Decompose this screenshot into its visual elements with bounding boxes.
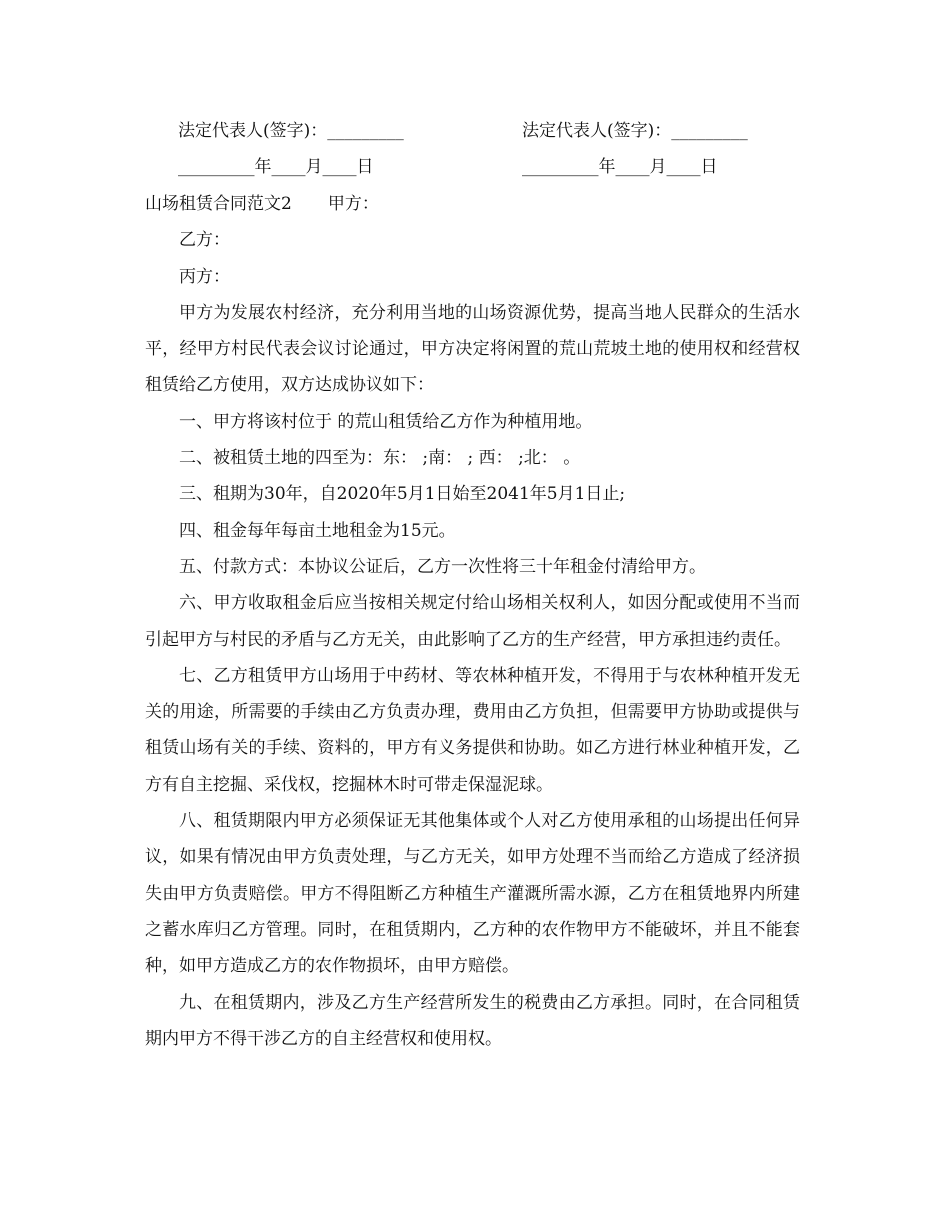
clause-7: 七、乙方租赁甲方山场用于中药材、等农林种植开发，不得用于与农林种植开发无关的用途，所需要的手续由乙方负责办理，费用由乙方负担，但需要甲方协助或提供与租赁山场有关的手续、资料的，甲方有义务提供和协助。如乙方进行林业种植开发，乙方有自主挖掘、采伐权，挖掘林木时可带走保湿泥球。 — [145, 665, 800, 795]
party-b-sign-date: _________年____月____日 — [522, 157, 718, 177]
preamble-paragraph: 甲方为发展农村经济，充分利用当地的山场资源优势，提高当地人民群众的生活水平，经甲方村民代表会议讨论通过，甲方决定将闲置的荒山荒坡土地的使用权和经营权租赁给乙方使用，双方达成协议如下： — [145, 302, 800, 396]
contract-title: 山场租赁合同范文2 — [145, 194, 292, 214]
clause-9: 九、在租赁期内，涉及乙方生产经营所发生的税费由乙方承担。同时，在合同租赁期内甲方不得干涉乙方的自主经营权和使用权。 — [145, 992, 800, 1049]
clause-8: 八、租赁期限内甲方必须保证无其他集体或个人对乙方使用承租的山场提出任何异议，如果有情况由甲方负责处理，与乙方无关，如甲方处理不当而给乙方造成了经济损失由甲方负责赔偿。甲方不得阻断乙方种植生产灌溉所需水源，乙方在租赁地界内所建之蓄水库归乙方管理。同时，在租赁期内，乙方种的农作物甲方不能破坏，并且不能套种，如甲方造成乙方的农作物损坏，由甲方赔偿。 — [145, 811, 800, 977]
party-b-label: 乙方： — [179, 230, 230, 251]
party-c-label: 丙方： — [179, 266, 230, 287]
clause-5: 五、付款方式：本协议公证后，乙方一次性将三十年租金付清给甲方。 — [179, 556, 706, 577]
party-a-legal-rep-signature: 法定代表人(签字)：_________ — [178, 121, 404, 141]
clause-4: 四、租金每年每亩土地租金为15元。 — [179, 520, 456, 541]
party-a-label: 甲方： — [327, 194, 379, 214]
clause-1: 一、甲方将该村位于 的荒山租赁给乙方作为种植用地。 — [179, 411, 593, 432]
party-a-sign-date: _________年____月____日 — [178, 157, 374, 177]
contract-title-line — [145, 186, 800, 222]
signature-row — [0, 117, 950, 145]
signature-date-row — [0, 153, 950, 181]
contract-body — [145, 186, 800, 1057]
clause-3: 三、租期为30年，自2020年5月1日始至2041年5月1日止; — [179, 484, 626, 505]
party-b-legal-rep-signature: 法定代表人(签字)：_________ — [522, 121, 748, 141]
clause-6: 六、甲方收取租金后应当按相关规定付给山场相关权利人，如因分配或使用不当而引起甲方与村民的矛盾与乙方无关，由此影响了乙方的生产经营，甲方承担违约责任。 — [145, 593, 800, 650]
clause-2: 二、被租赁土地的四至为：东： ;南： ; 西： ;北： 。 — [179, 448, 581, 469]
